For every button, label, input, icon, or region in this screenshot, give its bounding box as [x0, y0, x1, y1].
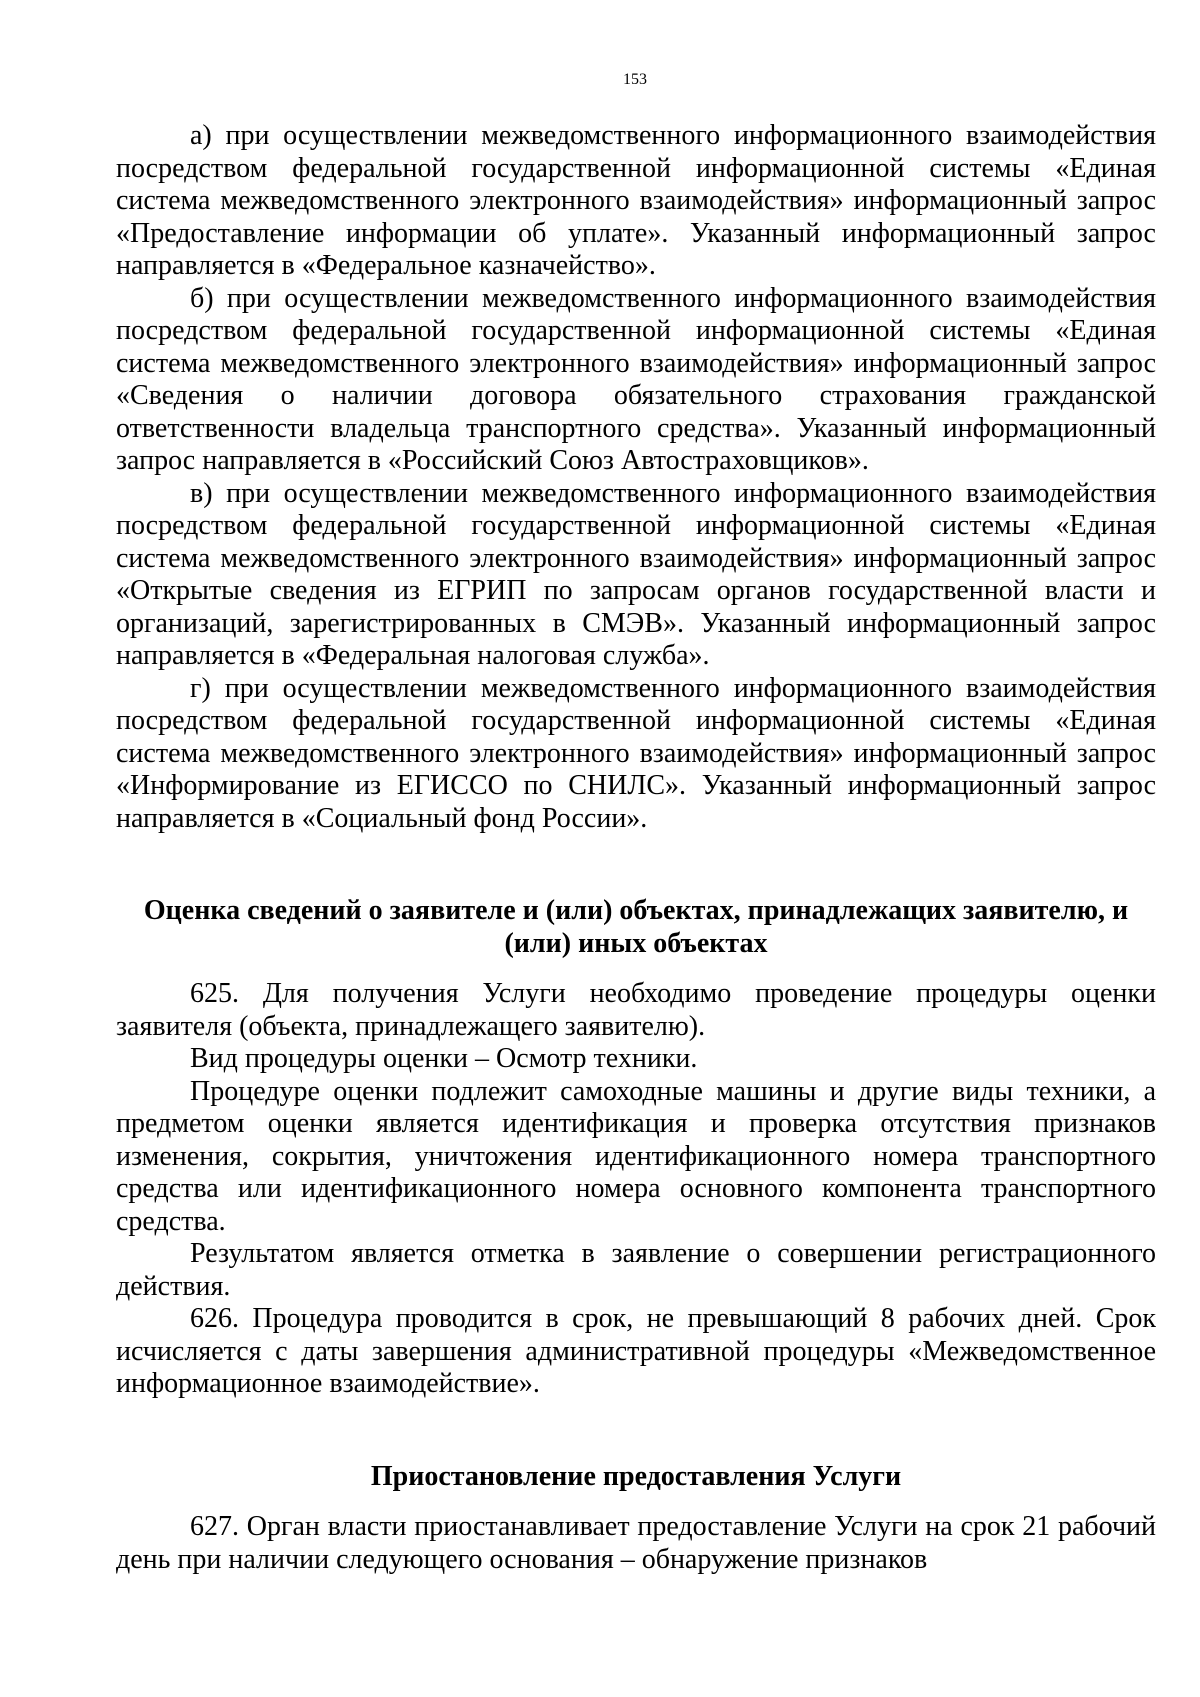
document-body	[116, 120, 1156, 1576]
paragraph-a: а) при осуществлении межведомственного информационного взаимодействия посредством федеральной государственной информационной системы «Единая система межведомственного электронного взаимодействия» информационный запрос «Предоставление информации об уплате». Указанный информационный запрос направляется в «Федеральное казначейство».	[116, 120, 1156, 281]
paragraph-assessment-type: Вид процедуры оценки – Осмотр техники.	[190, 1043, 698, 1074]
paragraph-627: 627. Орган власти приостанавливает предоставление Услуги на срок 21 рабочий день при наличии следующего основания – обнаружение признаков	[116, 1511, 1156, 1575]
paragraph-625: 625. Для получения Услуги необходимо проведение процедуры оценки заявителя (объекта, принадлежащего заявителю).	[116, 978, 1156, 1042]
section-heading-assessment: Оценка сведений о заявителе и (или) объектах, принадлежащих заявителю, и (или) иных объектах	[143, 895, 1129, 959]
paragraph-g: г) при осуществлении межведомственного информационного взаимодействия посредством федеральной государственной информационной системы «Единая система межведомственного электронного взаимодействия» информационный запрос «Информирование из ЕГИССО по СНИЛС». Указанный информационный запрос направляется в «Социальный фонд России».	[116, 672, 1156, 834]
paragraph-assessment-result: Результатом является отметка в заявление о совершении регистрационного действия.	[116, 1238, 1156, 1302]
section-heading-suspension: Приостановление предоставления Услуги	[370, 1460, 902, 1492]
paragraph-v: в) при осуществлении межведомственного информационного взаимодействия посредством федеральной государственной информационной системы «Единая система межведомственного электронного взаимодействия» информационный запрос «Открытые сведения из ЕГРИП по запросам органов государственной власти и организаций, зарегистрированных в СМЭВ». Указанный информационный запрос направляется в «Федеральная налоговая служба».	[116, 477, 1156, 671]
paragraph-assessment-subject: Процедуре оценки подлежит самоходные машины и другие виды техники, а предметом оценки является идентификация и проверка отсутствия признаков изменения, сокрытия, уничтожения идентификационного номера транспортного средства или идентификационного номера основного компонента транспортного средства.	[116, 1075, 1156, 1237]
page-number: 153	[623, 71, 647, 88]
paragraph-626: 626. Процедура проводится в срок, не превышающий 8 рабочих дней. Срок исчисляется с даты завершения административной процедуры «Межведомственное информационное взаимодействие».	[116, 1303, 1156, 1399]
paragraph-b: б) при осуществлении межведомственного информационного взаимодействия посредством федеральной государственной информационной системы «Единая система межведомственного электронного взаимодействия» информационный запрос «Сведения о наличии договора обязательного страхования гражданской ответственности владельца транспортного средства». Указанный информационный запрос направляется в «Российский Союз Автостраховщиков».	[116, 282, 1156, 476]
